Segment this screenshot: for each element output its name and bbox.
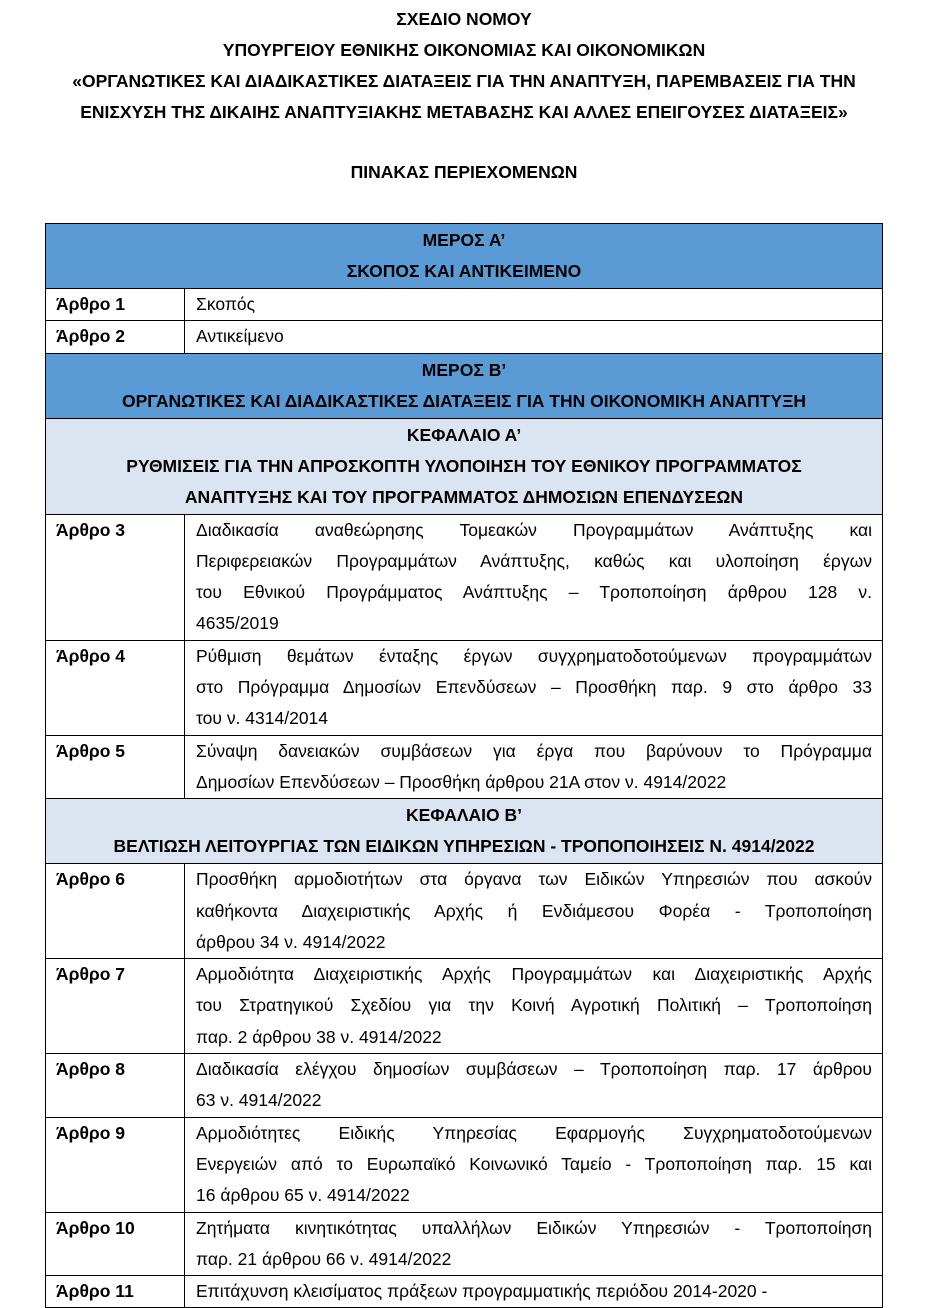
toc-title: ΠΙΝΑΚΑΣ ΠΕΡΙΕΧΟΜΕΝΩΝ xyxy=(350,162,578,182)
article-text-line: του Εθνικού Προγράμματος Ανάπτυξης – Τροποποίηση άρθρου 128 ν. xyxy=(196,582,872,603)
article-number: Άρθρο 6 xyxy=(46,864,185,959)
article-text-line: Σύναψη δανειακών συμβάσεων για έργα που βαρύνουν το Πρόγραμμα xyxy=(196,740,872,761)
chapter-title: ΚΕΦΑΛΑΙΟ Α’ xyxy=(406,424,522,445)
article-text-line: 63 ν. 4914/2022 xyxy=(196,1090,322,1111)
article-text-line: 4635/2019 xyxy=(196,613,279,634)
chapter-subtitle: ΑΝΑΠΤΥΞΗΣ ΚΑΙ ΤΟΥ ΠΡΟΓΡΑΜΜΑΤΟΣ ΔΗΜΟΣΙΩΝ ΕΠΕΝΔΥΣΕΩΝ xyxy=(184,486,744,507)
article-text-line: Αρμοδιότητες Ειδικής Υπηρεσίας Εφαρμογής Συγχρηματοδοτούμενων xyxy=(196,1122,872,1143)
article-row xyxy=(46,640,883,735)
chapter-row xyxy=(46,799,883,864)
article-row xyxy=(46,1212,883,1276)
article-text-line: Ενεργειών από το Ευρωπαϊκό Κοινωνικό Ταμείο - Τροποποίηση παρ. 15 και xyxy=(196,1153,872,1174)
article-text-line: Ρύθμιση θεμάτων ένταξης έργων συγχρηματοδοτούμενων προγραμμάτων xyxy=(196,645,872,666)
article-description xyxy=(185,1276,883,1308)
article-text-line: Περιφερειακών Προγραμμάτων Ανάπτυξης, καθώς και υλοποίηση έργων xyxy=(196,550,872,571)
article-number: Άρθρο 4 xyxy=(46,640,185,735)
article-text-line: 16 άρθρου 65 ν. 4914/2022 xyxy=(196,1185,410,1206)
article-text-line: Αρμοδιότητα Διαχειριστικής Αρχής Προγραμμάτων και Διαχειριστικής Αρχής xyxy=(196,964,872,985)
article-text-line: Δημοσίων Επενδύσεων – Προσθήκη άρθρου 21Α στον ν. 4914/2022 xyxy=(196,771,727,792)
article-description xyxy=(185,735,883,799)
chapter-title: ΚΕΦΑΛΑΙΟ Β’ xyxy=(406,805,522,826)
article-number: Άρθρο 9 xyxy=(46,1117,185,1212)
part-subtitle: ΣΚΟΠΟΣ ΚΑΙ ΑΝΤΙΚΕΙΜΕΝΟ xyxy=(346,261,582,281)
article-description xyxy=(185,640,883,735)
article-row xyxy=(46,1117,883,1212)
article-number: Άρθρο 7 xyxy=(46,959,185,1054)
article-text-line: στο Πρόγραμμα Δημοσίων Επενδύσεων – Προσθήκη παρ. 9 στο άρθρο 33 xyxy=(196,677,872,698)
article-description xyxy=(185,289,883,321)
article-text-line: Σκοπός xyxy=(196,294,256,314)
article-number: Άρθρο 1 xyxy=(46,289,185,321)
part-row xyxy=(46,224,883,289)
article-row xyxy=(46,514,883,640)
header-line-4: ΕΝΙΣΧΥΣΗ ΤΗΣ ΔΙΚΑΙΗΣ ΑΝΑΠΤΥΞΙΑΚΗΣ ΜΕΤΑΒΑΣΗΣ ΚΑΙ ΑΛΛΕΣ ΕΠΕΙΓΟΥΣΕΣ ΔΙΑΤΑΞΕΙΣ» xyxy=(80,102,848,122)
article-text-line: Αντικείμενο xyxy=(196,326,284,347)
document-header xyxy=(0,0,928,128)
toc-table xyxy=(45,223,883,1308)
article-row xyxy=(46,1276,883,1308)
part-title: ΜΕΡΟΣ Β’ xyxy=(421,359,507,380)
article-number: Άρθρο 10 xyxy=(46,1212,185,1276)
article-row xyxy=(46,321,883,353)
article-text-line: του Στρατηγικού Σχεδίου για την Κοινή Αγροτική Πολιτική – Τροποποίηση xyxy=(196,995,872,1016)
part-title: ΜΕΡΟΣ Α’ xyxy=(422,230,506,250)
article-number: Άρθρο 5 xyxy=(46,735,185,799)
article-row xyxy=(46,289,883,321)
article-text-line: παρ. 21 άρθρου 66 ν. 4914/2022 xyxy=(196,1248,452,1269)
part-row xyxy=(46,353,883,418)
header-line-2: ΥΠΟΥΡΓΕΙΟΥ ΕΘΝΙΚΗΣ ΟΙΚΟΝΟΜΙΑΣ ΚΑΙ ΟΙΚΟΝΟΜΙΚΩΝ xyxy=(222,40,706,60)
article-text-line: άρθρου 34 ν. 4914/2022 xyxy=(196,931,386,952)
article-description xyxy=(185,1212,883,1276)
article-text-line: παρ. 2 άρθρου 38 ν. 4914/2022 xyxy=(196,1026,442,1047)
article-text-line: του ν. 4314/2014 xyxy=(196,708,329,729)
article-description xyxy=(185,321,883,353)
article-text-line: Ζητήματα κινητικότητας υπαλλήλων Ειδικών Υπηρεσιών - Τροποποίηση xyxy=(196,1217,872,1238)
article-number: Άρθρο 8 xyxy=(46,1054,185,1118)
chapter-subtitle: ΡΥΘΜΙΣΕΙΣ ΓΙΑ ΤΗΝ ΑΠΡΟΣΚΟΠΤΗ ΥΛΟΠΟΙΗΣΗ ΤΟΥ ΕΘΝΙΚΟΥ ΠΡΟΓΡΑΜΜΑΤΟΣ xyxy=(126,455,802,476)
article-row xyxy=(46,1054,883,1118)
article-description xyxy=(185,864,883,959)
article-row xyxy=(46,735,883,799)
article-row xyxy=(46,864,883,959)
article-text-line: Προσθήκη αρμοδιοτήτων στα όργανα των Ειδικών Υπηρεσιών που ασκούν xyxy=(196,869,872,890)
header-line-3: «ΟΡΓΑΝΩΤΙΚΕΣ ΚΑΙ ΔΙΑΔΙΚΑΣΤΙΚΕΣ ΔΙΑΤΑΞΕΙΣ ΓΙΑ ΤΗΝ ΑΝΑΠΤΥΞΗ, ΠΑΡΕΜΒΑΣΕΙΣ ΓΙΑ ΤΗΝ xyxy=(72,71,856,91)
article-description xyxy=(185,959,883,1054)
article-number: Άρθρο 2 xyxy=(46,321,185,353)
article-description xyxy=(185,1054,883,1118)
header-line-1: ΣΧΕΔΙΟ ΝΟΜΟΥ xyxy=(396,9,532,29)
article-description xyxy=(185,1117,883,1212)
article-text-line: καθήκοντα Διαχειριστικής Αρχής ή Ενδιάμεσου Φορέα - Τροποποίηση xyxy=(196,900,872,921)
chapter-row xyxy=(46,418,883,514)
article-text-line: Επιτάχυνση κλεισίματος πράξεων προγραμματικής περιόδου 2014-2020 - xyxy=(196,1281,768,1302)
article-number: Άρθρο 11 xyxy=(46,1276,185,1308)
article-number: Άρθρο 3 xyxy=(46,514,185,640)
article-text-line: Διαδικασία αναθεώρησης Τομεακών Προγραμμάτων Ανάπτυξης και xyxy=(196,519,872,540)
article-text-line: Διαδικασία ελέγχου δημοσίων συμβάσεων – Τροποποίηση παρ. 17 άρθρου xyxy=(196,1059,872,1080)
article-row xyxy=(46,959,883,1054)
article-description xyxy=(185,514,883,640)
part-subtitle: ΟΡΓΑΝΩΤΙΚΕΣ ΚΑΙ ΔΙΑΔΙΚΑΣΤΙΚΕΣ ΔΙΑΤΑΞΕΙΣ ΓΙΑ ΤΗΝ ΟΙΚΟΝΟΜΙΚΗ ΑΝΑΠΤΥΞΗ xyxy=(121,390,807,411)
chapter-subtitle: ΒΕΛΤΙΩΣΗ ΛΕΙΤΟΥΡΓΙΑΣ ΤΩΝ ΕΙΔΙΚΩΝ ΥΠΗΡΕΣΙΩΝ - ΤΡΟΠΟΠΟΙΗΣΕΙΣ Ν. 4914/2022 xyxy=(113,836,815,857)
